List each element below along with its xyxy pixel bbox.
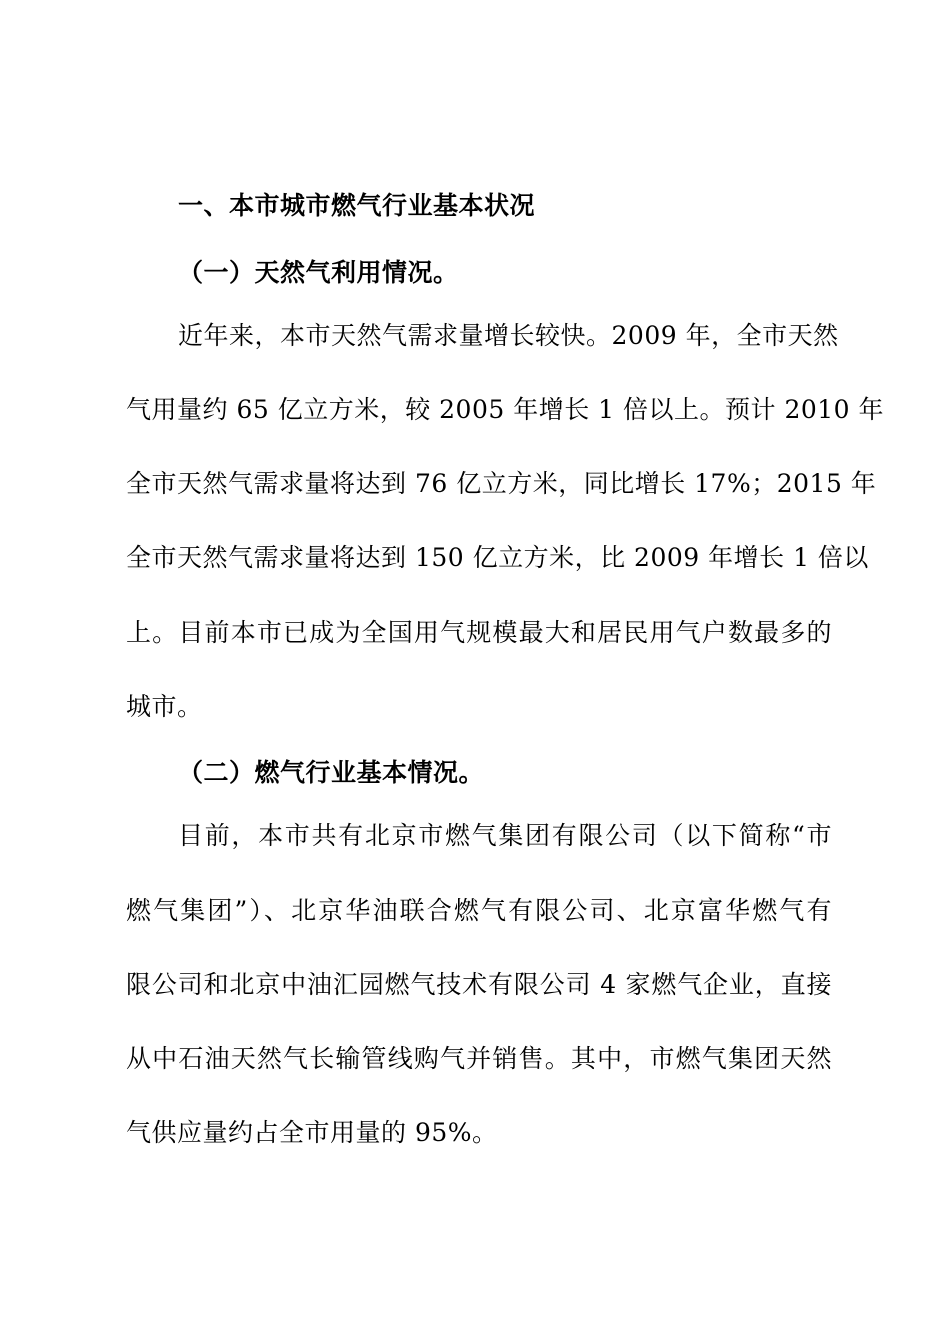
paragraph-line: 气供应量约占全市用量的 95%。 [126,1118,498,1147]
paragraph-line: 城市。 [126,692,203,721]
paragraph-line: 限公司和北京中油汇园燃气技术有限公司 4 家燃气企业，直接 [126,970,832,999]
paragraph-line: 近年来，本市天然气需求量增长较快。2009 年，全市天然 [178,321,839,350]
paragraph-line: 目前，本市共有北京市燃气集团有限公司（以下简称“市 [178,821,832,850]
paragraph-line: 从中石油天然气长输管线购气并销售。其中，市燃气集团天然 [126,1044,832,1073]
paragraph-line: 全市天然气需求量将达到 76 亿立方米，同比增长 17%；2015 年 [126,469,877,498]
paragraph-line: 气用量约 65 亿立方米，较 2005 年增长 1 倍以上。预计 2010 年 [126,395,885,424]
subsection-heading-industry: （二）燃气行业基本情况。 [178,758,485,787]
section-heading-main: 一、本市城市燃气行业基本状况 [178,191,536,220]
paragraph-line: 全市天然气需求量将达到 150 亿立方米，比 2009 年增长 1 倍以 [126,543,869,572]
paragraph-line: 燃气集团”）、北京华油联合燃气有限公司、北京富华燃气有 [126,896,832,925]
subsection-heading-gas-usage: （一）天然气利用情况。 [178,258,459,287]
paragraph-line: 上。目前本市已成为全国用气规模最大和居民用气户数最多的 [126,618,832,647]
